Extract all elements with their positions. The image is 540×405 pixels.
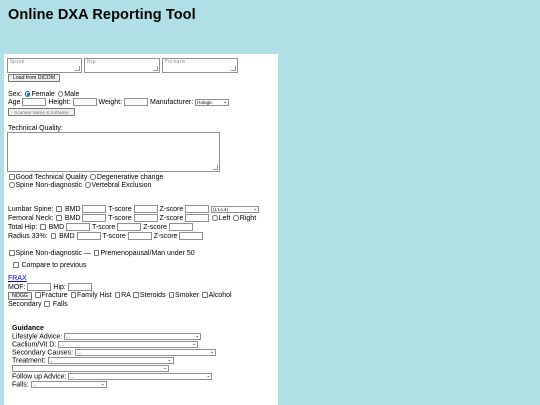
falls-row [12,381,107,389]
right-label: Right [239,214,257,222]
mof-label: MOF: [8,283,26,291]
manufacturer-select[interactable] [195,99,229,106]
tscore-label: T-score [108,205,132,213]
mof-input[interactable] [27,283,51,291]
zscore-label: Z-score [159,214,184,222]
secondary-causes-label: Secondary Causes: [12,349,74,357]
falls-label: Falls [52,301,68,308]
total-hip-label: Total Hip: [8,223,38,231]
sex-female-radio[interactable] [25,91,31,97]
level-value: (L1-L4) [213,206,228,212]
left-label: Left [218,214,231,222]
steroids-checkbox[interactable] [133,292,139,298]
radius-row [8,232,203,241]
tscore-label: T-score [91,223,116,231]
compare-row [12,262,86,270]
ra-checkbox[interactable] [115,292,121,298]
alcohol-label: Alcohol [208,292,232,299]
falls-value: ... [32,382,37,387]
alcohol-checkbox[interactable] [202,292,208,298]
risk-factors-row1 [34,292,232,300]
radius-checkbox[interactable] [51,233,57,239]
femoral-zscore-input[interactable] [185,214,209,222]
manufacturer-value: Hologic [197,99,213,105]
radius-label: Radius 33%: [8,232,48,240]
resize-grip-icon[interactable] [153,66,158,71]
height-label: Height: [48,98,71,106]
zscore-label: Z-score [153,232,178,240]
lumbar-label: Lumbar Spine: [8,205,54,213]
degenerative-radio[interactable] [90,174,96,180]
vertebral-exclusion-radio[interactable] [85,182,91,188]
frax-hip-label: Hip: [53,283,66,291]
age-input[interactable] [22,98,46,106]
weight-label: Weight: [98,98,123,106]
sex-male-label: Male [64,91,80,98]
treatment-label: Treatment: [12,357,46,365]
lumbar-tscore-input[interactable] [134,205,158,213]
lumbar-bmd-input[interactable] [82,205,106,213]
resize-grip-icon[interactable] [75,66,80,71]
spine-textarea[interactable] [7,58,82,73]
manufacturer-label: Manufacturer: [149,98,194,106]
frax-link[interactable]: FRAX [8,275,27,282]
fracture-checkbox[interactable] [35,292,41,298]
chevron-down-icon: ⌄ [222,98,228,105]
secondary-label: Secondary [8,301,42,308]
followup-select[interactable] [68,373,212,380]
lifestyle-value: ... [66,334,70,339]
treatment-select[interactable] [48,357,174,364]
weight-input[interactable] [124,98,148,106]
frax-hip-input[interactable] [68,283,92,291]
total-hip-bmd-input[interactable] [66,223,90,231]
demographics-row [8,98,229,107]
spine-nondiag-label: Spine Non-diagnostic [15,182,83,189]
spine-placeholder: Spine [10,60,25,65]
spine-nondiag-checkbox[interactable] [9,250,15,256]
right-radio[interactable] [233,215,239,221]
degenerative-label: Degenerative change [96,174,164,181]
treatment-value: ... [49,358,54,363]
chevron-down-icon: ⌄ [206,373,211,379]
resize-grip-icon[interactable] [231,66,236,71]
forearm-textarea[interactable] [162,58,238,73]
tscore-label: T-score [102,232,126,240]
femoral-row [8,214,256,223]
good-quality-label: Good Technical Quality [15,174,88,181]
left-radio[interactable] [212,215,218,221]
tscore-label: T-score [108,214,132,222]
falls-select[interactable] [31,381,107,388]
smoker-checkbox[interactable] [169,292,175,298]
premeno-label: Premenopausal/Man under 50 [100,250,195,257]
lumbar-zscore-input[interactable] [185,205,209,213]
ra-label: RA [121,292,131,299]
fracture-label: Fracture [41,292,68,299]
sex-female-label: Female [31,91,55,98]
load-dicom-button[interactable]: Load from DICOM [8,74,60,82]
vertebral-exclusion-label: Vertebral Exclusion [91,182,152,189]
sex-label: Sex: [8,91,23,98]
page-title: Online DXA Reporting Tool [8,7,196,23]
resize-grip-icon[interactable] [213,165,218,170]
lifestyle-label: Lifestyle Advice: [12,333,63,341]
bmd-label: BMD [59,232,75,240]
chevron-down-icon: ⌄ [162,365,167,371]
total-hip-zscore-input[interactable] [169,223,193,231]
radius-tscore-input[interactable] [128,232,152,240]
treatment-secondary-select[interactable] [12,365,169,372]
secondary-checkbox[interactable] [44,301,50,307]
spine-nondiag-flag-label: Spine Non-diagnostic — [15,250,91,257]
spine-nondiag-radio[interactable] [9,182,15,188]
compare-checkbox[interactable] [13,262,19,268]
total-hip-checkbox[interactable] [40,224,46,230]
family-hist-checkbox[interactable] [71,292,77,298]
radius-zscore-input[interactable] [179,232,203,240]
calcium-value: ... [60,342,65,347]
bmd-label: BMD [48,223,65,231]
zscore-label: Z-score [143,223,167,231]
steroids-label: Steroids [139,292,166,299]
risk-factors-row2 [8,301,68,309]
compare-label: Compare to previous [21,262,87,269]
sex-male-radio[interactable] [58,91,64,97]
chevron-down-icon: ⌄ [194,333,200,339]
chevron-down-icon: ⌄ [209,349,215,355]
chevron-down-icon: ⌄ [100,381,105,387]
femoral-label: Femoral Neck: [8,214,54,222]
secondary-causes-value: ... [77,350,81,355]
chevron-down-icon: ⌄ [167,357,172,363]
followup-label: Follow up Advice: [12,373,67,381]
followup-value: ... [70,374,75,379]
technical-quality-options-row2 [8,182,151,190]
femoral-checkbox[interactable] [56,215,62,221]
frax-scores-row [8,283,92,292]
bmd-label: BMD [64,214,81,222]
hip-placeholder: Hip [87,60,96,65]
secondary-causes-select[interactable] [75,349,216,356]
hip-textarea[interactable] [84,58,160,73]
forearm-placeholder: Forearm [165,60,186,65]
chevron-down-icon: ⌄ [191,341,197,347]
guidance-heading: Guidance [12,325,44,332]
good-quality-checkbox[interactable] [9,174,15,180]
flags-row [8,250,195,258]
femoral-bmd-input[interactable] [82,214,106,222]
technical-quality-label: Technical Quality: [8,125,63,132]
age-label: Age [8,98,21,106]
report-form [4,54,278,405]
lumbar-row [8,205,259,214]
level-select[interactable] [211,206,259,213]
total-hip-row [8,223,193,232]
smoker-label: Smoker [175,292,200,299]
bmd-label: BMD [64,205,81,213]
technical-quality-textarea[interactable] [7,132,220,172]
zscore-label: Z-score [159,205,184,213]
scanner-button[interactable]: Scanner Name & Software [8,108,75,116]
total-hip-tscore-input[interactable] [117,223,141,231]
radius-bmd-input[interactable] [77,232,101,240]
lumbar-checkbox[interactable] [56,206,62,212]
premeno-checkbox[interactable] [94,250,100,256]
calcium-label: Caclium/Vit D: [12,341,57,349]
falls-guidance-label: Falls: [12,381,29,389]
calcium-select[interactable] [58,341,198,348]
technical-quality-options-row1 [8,174,163,182]
femoral-tscore-input[interactable] [134,214,158,222]
family-hist-label: Family Hist [77,292,112,299]
chevron-down-icon: ⌄ [252,205,258,212]
height-input[interactable] [73,98,97,106]
lifestyle-select[interactable] [64,333,201,340]
nogg-button[interactable]: NOGG [8,292,32,300]
